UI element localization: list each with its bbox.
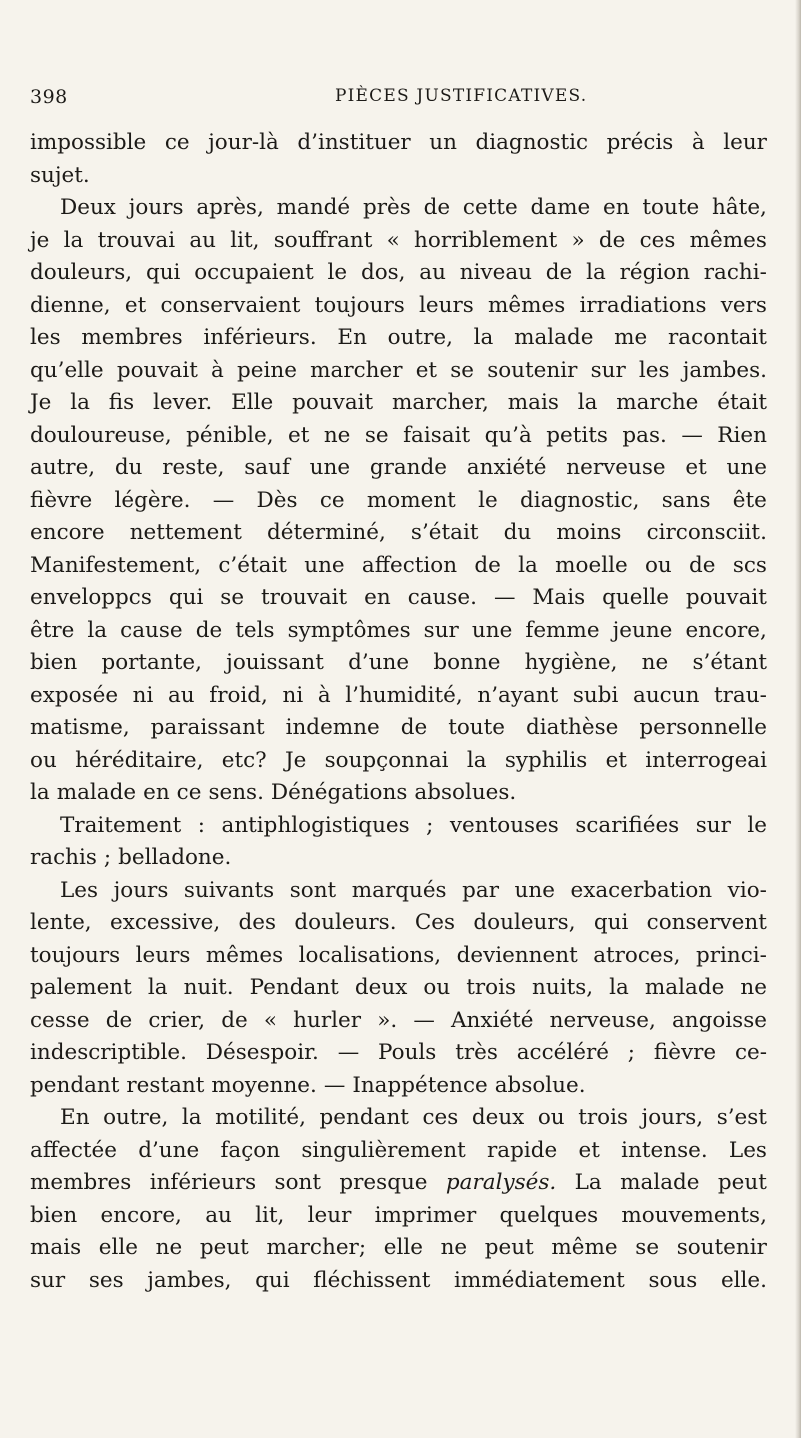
text-line: Je la fis lever. Elle pouvait marcher, mais la marche était (30, 390, 767, 415)
page-edge-shadow (795, 0, 801, 1438)
text-line: lente, excessive, des douleurs. Ces douleurs, qui conservent (30, 910, 767, 935)
text-line: impossible ce jour-là d’instituer un diagnostic précis à leur (30, 130, 767, 155)
text-line: bien portante, jouissant d’une bonne hygiène, ne s’étant (30, 650, 767, 675)
text-line: sujet. (30, 162, 90, 188)
text-line: je la trouvai au lit, souffrant « horriblement » de ces mêmes (30, 227, 767, 253)
text-line: autre, du reste, sauf une grande anxiété nerveuse et une (30, 455, 767, 480)
text-line: Les jours suivants sont marqués par une exacerbation vio- (60, 877, 767, 903)
text-line: membres inférieurs sont presque paralysés. La malade peut (30, 1170, 767, 1195)
text-line: douleurs, qui occupaient le dos, au niveau de la région rachi- (30, 260, 767, 285)
text-line: ou héréditaire, etc? Je soupçonnai la syphilis et interrogeai (30, 747, 767, 773)
text-line: qu’elle pouvait à peine marcher et se soutenir sur les jambes. (30, 357, 767, 383)
text-line: sur ses jambes, qui fléchissent immédiatement sous elle. (30, 1267, 767, 1293)
text-line: être la cause de tels symptômes sur une femme jeune encore, (30, 617, 767, 643)
body-text (30, 127, 767, 1297)
text-line: Manifestement, c’était une affection de la moelle ou de scs (30, 552, 767, 578)
text-line: rachis ; belladone. (30, 845, 232, 870)
text-line: douloureuse, pénible, et ne se faisait qu’à petits pas. — Rien (30, 422, 767, 448)
text-line: les membres inférieurs. En outre, la malade me racontait (30, 325, 767, 350)
text-line: mais elle ne peut marcher; elle ne peut même se soutenir (30, 1235, 767, 1260)
text-line: enveloppcs qui se trouvait en cause. — Mais quelle pouvait (30, 585, 767, 610)
text-line: indescriptible. Désespoir. — Pouls très accéléré ; fièvre ce- (30, 1040, 767, 1065)
running-title: PIÈCES JUSTIFICATIVES. (335, 86, 588, 106)
text-line: En outre, la motilité, pendant ces deux ou trois jours, s’est (60, 1105, 767, 1130)
text-line: affectée d’une façon singulièrement rapide et intense. Les (30, 1137, 767, 1163)
text-line: toujours leurs mêmes localisations, deviennent atroces, princi- (30, 942, 767, 968)
text-line: fièvre légère. — Dès ce moment le diagnostic, sans ête (30, 487, 767, 513)
text-line: cesse de crier, de « hurler ». — Anxiété nerveuse, angoisse (30, 1007, 767, 1033)
page-number: 398 (30, 86, 68, 108)
text-line: la malade en ce sens. Dénégations absolues. (30, 780, 517, 805)
text-line: dienne, et conservaient toujours leurs mêmes irradiations vers (30, 292, 767, 318)
text-line: bien encore, au lit, leur imprimer quelques mouvements, (30, 1202, 767, 1228)
running-head (30, 86, 770, 116)
text-line: palement la nuit. Pendant deux ou trois nuits, la malade ne (30, 975, 767, 1000)
text-line: encore nettement déterminé, s’était du moins circonsciit. (30, 520, 767, 545)
text-line: matisme, paraissant indemne de toute diathèse personnelle (30, 715, 767, 740)
text-line: Traitement : antiphlogistiques ; ventouses scarifiées sur le (60, 812, 767, 838)
text-line: exposée ni au froid, ni à l’humidité, n’ayant subi aucun trau- (30, 682, 767, 708)
text-line: Deux jours après, mandé près de cette dame en toute hâte, (60, 195, 767, 220)
text-line: pendant restant moyenne. — Inappétence absolue. (30, 1072, 586, 1098)
